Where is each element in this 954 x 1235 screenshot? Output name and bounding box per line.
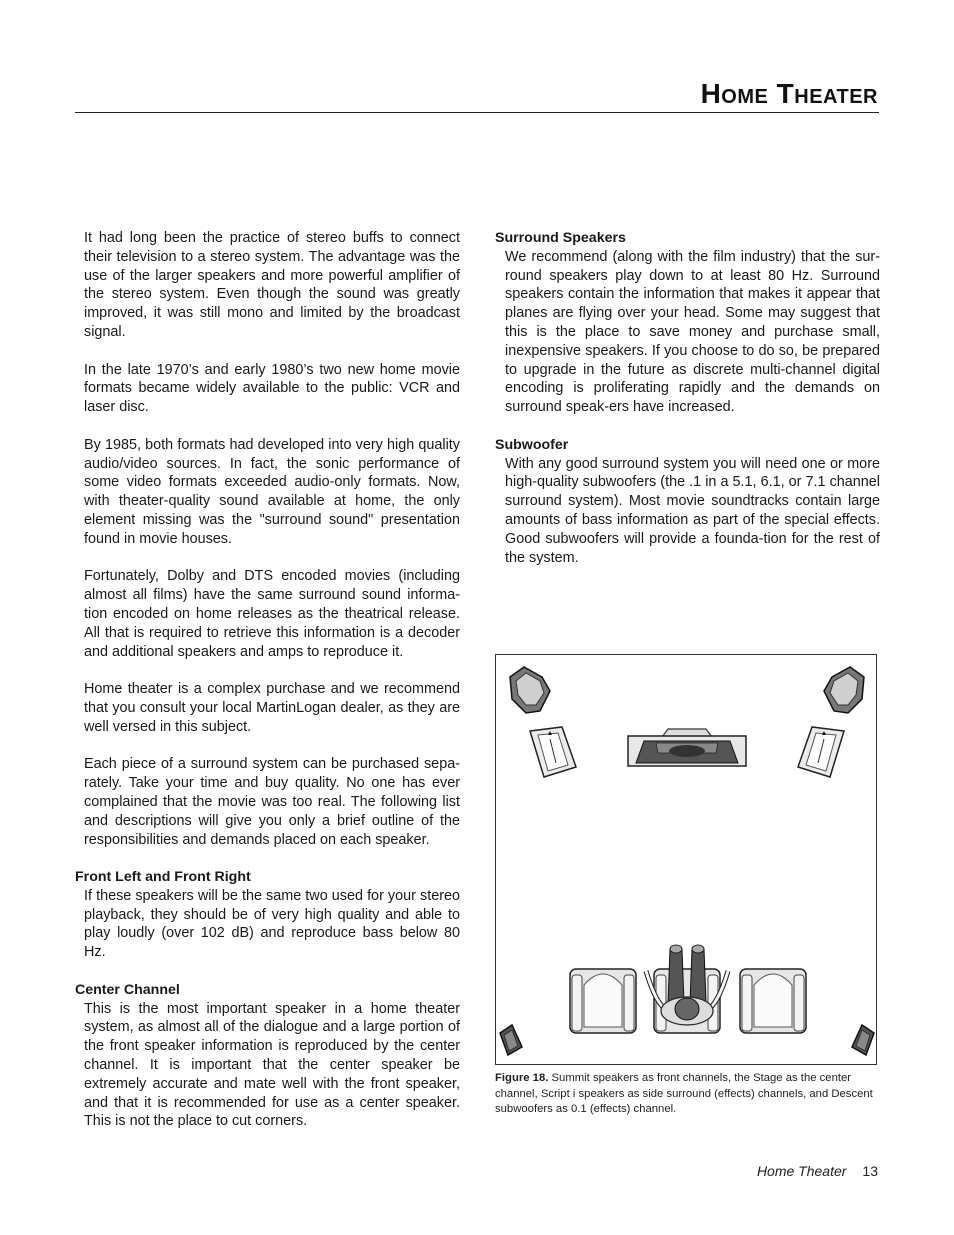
right-surround-speaker: [798, 727, 844, 777]
right-armchair: [740, 969, 806, 1033]
intro-paragraph-2: In the late 1970’s and early 1980’s two new home movie formats became widely available to the public: VCR and laser disc.: [84, 361, 460, 416]
title-first-initial: H: [700, 78, 722, 109]
left-subwoofer: [500, 1025, 522, 1055]
intro-paragraph-4: Fortunately, Dolby and DTS encoded movies (including almost all films) have the same surround sound informa-tion encoded on home releases as the theatrical release. All that is required to retrieve this information is a decoder and additional speakers and amps to reproduce it.: [84, 568, 460, 660]
intro-paragraph-6: Each piece of a surround system can be purchased sepa-rately. Take your time and buy quality. No one has ever complained that the movie was too real. The following list and descriptions will give you only a brief outline of the responsibilities and demands placed on each speaker.: [84, 756, 460, 848]
intro-paragraph-5: Home theater is a complex purchase and we recommend that you consult your local MartinLogan dealer, as they are well versed in this subject.: [84, 681, 460, 735]
right-subwoofer: [852, 1025, 874, 1055]
right-column: [495, 229, 880, 586]
speaker-layout-diagram: [496, 655, 878, 1066]
header-rule: [75, 112, 879, 113]
left-surround-speaker: [530, 727, 576, 777]
surround-speakers-text: We recommend (along with the film industry) that the sur-round speakers play down to at least 80 Hz. Surround speakers contain the information that makes it appear that planes are flying over your head. Some may suggest that this is the place to save money and purchase small, inexpensive speakers. If you choose to do so, be prepared to upgrade in the future as discrete multi-channel digital encoding is proliferating rapidly and the demands on surround speak-ers have increased.: [505, 248, 880, 416]
footer-page-number: 13: [862, 1163, 878, 1179]
figure-caption-label: Figure 18.: [495, 1072, 549, 1084]
footer-section-name: Home Theater: [756, 1163, 847, 1179]
intro-paragraph-1: It had long been the practice of stereo buffs to connect their television to a stereo system. The advantage was the use of the larger speakers and more powerful amplifier of the stereo system. Even though the sound was greatly improved, it was still mono and limited by the broadcast signal.: [84, 230, 460, 340]
front-left-speaker: [510, 667, 550, 713]
title-second-rest: HEATER: [794, 86, 878, 108]
subwoofer-text: With any good surround system you will need one or more high-quality subwoofers (the .1 in a 5.1, 6.1, or 7.1 channel surround system). Most movie soundtracks contain large amounts of bass information as part of the special effects. Good subwoofers will provide a founda-tion for the rest of the system.: [505, 455, 880, 566]
page-footer: [757, 1163, 878, 1179]
surround-speakers-heading: Surround Speakers: [495, 230, 626, 246]
figure-caption: [495, 1071, 883, 1118]
center-channel-heading: Center Channel: [75, 981, 180, 998]
speaker-layout-figure: [495, 654, 877, 1065]
subwoofer-heading: Subwoofer: [495, 436, 569, 453]
front-right-speaker: [824, 667, 864, 713]
title-first-rest: OME: [721, 86, 769, 108]
title-second-initial: T: [776, 78, 795, 109]
front-speakers-text: If these speakers will be the same two used for your stereo playback, they should be of very high quality and able to play loudly (over 102 dB) and reproduce bass below 80 Hz.: [84, 887, 460, 961]
left-armchair: [570, 969, 636, 1033]
center-armchair-with-viewer: [646, 945, 728, 1033]
center-channel-speaker: [628, 729, 746, 766]
page-title: [701, 78, 878, 110]
front-speakers-heading: Front Left and Front Right: [75, 869, 251, 886]
intro-paragraph-3: By 1985, both formats had developed into very high quality audio/video sources. In fact, the sonic performance of some video formats exceeded audio-only formats. Now, with theater-quality sound available at home, the only element missing was the "surround sound" presentation found in movie houses.: [84, 436, 460, 547]
center-channel-text: This is the most important speaker in a home theater system, as almost all of the dialogue and a large portion of the front speaker information is reproduced by the center channel. It is important that the center speaker be extremely accurate and mate well with the front speaker, and that it is recommended for use as a center speaker. This is not the place to cut corners.: [84, 1000, 460, 1130]
figure-caption-text: Summit speakers as front channels, the Stage as the center channel, Script i speakers as side surround (effects) channels, and Descent subwoofers as 0.1 (effects) channel.: [495, 1072, 873, 1116]
left-column: [75, 229, 460, 1150]
